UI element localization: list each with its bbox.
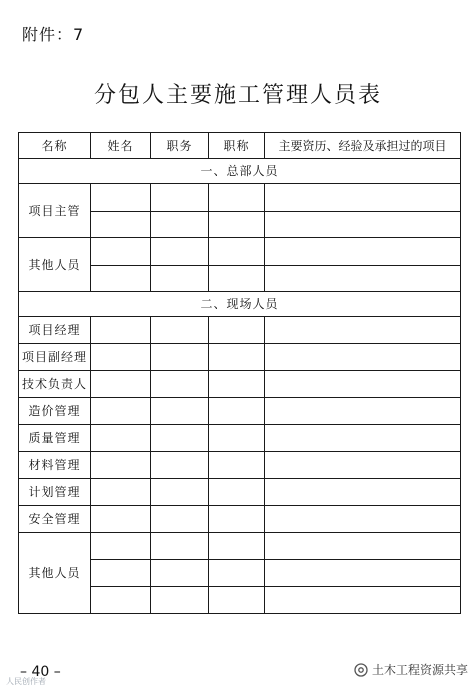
attachment-label: 附件：7: [22, 25, 85, 44]
table-header-row: [19, 133, 461, 159]
cell-position[interactable]: [151, 238, 209, 266]
row-label-technical-lead: 技术负责人: [19, 371, 91, 398]
cell-experience[interactable]: [265, 184, 461, 212]
cell-experience[interactable]: [265, 560, 461, 587]
table-row: [19, 533, 461, 560]
cell-position[interactable]: [151, 452, 209, 479]
cell-person-name[interactable]: [91, 560, 151, 587]
cell-title[interactable]: [209, 266, 265, 292]
table-row: [19, 506, 461, 533]
cell-experience[interactable]: [265, 344, 461, 371]
cell-experience[interactable]: [265, 587, 461, 614]
row-label-safety-management: 安全管理: [19, 506, 91, 533]
section-heading-site: 二、现场人员: [19, 292, 461, 317]
cell-position[interactable]: [151, 425, 209, 452]
cell-person-name[interactable]: [91, 317, 151, 344]
cell-position[interactable]: [151, 533, 209, 560]
cell-position[interactable]: [151, 344, 209, 371]
cell-person-name[interactable]: [91, 238, 151, 266]
cell-experience[interactable]: [265, 266, 461, 292]
personnel-table: [18, 132, 461, 614]
cell-position[interactable]: [151, 560, 209, 587]
cell-person-name[interactable]: [91, 398, 151, 425]
header-position: 职务: [151, 133, 209, 159]
cell-position[interactable]: [151, 317, 209, 344]
row-label-deputy-project-manager: 项目副经理: [19, 344, 91, 371]
cell-title[interactable]: [209, 212, 265, 238]
cell-person-name[interactable]: [91, 479, 151, 506]
cell-experience[interactable]: [265, 317, 461, 344]
cell-experience[interactable]: [265, 212, 461, 238]
table-row: [19, 184, 461, 212]
cell-experience[interactable]: [265, 371, 461, 398]
row-label-project-manager: 项目经理: [19, 317, 91, 344]
table-row: [19, 479, 461, 506]
row-label-quality-management: 质量管理: [19, 425, 91, 452]
cell-title[interactable]: [209, 560, 265, 587]
cell-title[interactable]: [209, 344, 265, 371]
page-title: 分包人主要施工管理人员表: [93, 83, 382, 108]
cell-title[interactable]: [209, 452, 265, 479]
cell-experience[interactable]: [265, 452, 461, 479]
table-row: [19, 425, 461, 452]
cell-person-name[interactable]: [91, 184, 151, 212]
cell-person-name[interactable]: [91, 587, 151, 614]
row-label-other-staff-hq: 其他人员: [19, 238, 91, 292]
cell-title[interactable]: [209, 398, 265, 425]
watermark-left: 人民创作者: [6, 677, 46, 686]
cell-person-name[interactable]: [91, 266, 151, 292]
cell-position[interactable]: [151, 398, 209, 425]
cell-person-name[interactable]: [91, 212, 151, 238]
cell-experience[interactable]: [265, 479, 461, 506]
header-name: 名称: [19, 133, 91, 159]
section-heading-headquarters: 一、总部人员: [19, 159, 461, 184]
watermark-right-text: 土木工程资源共享: [371, 663, 468, 677]
cell-position[interactable]: [151, 479, 209, 506]
cell-title[interactable]: [209, 506, 265, 533]
cell-position[interactable]: [151, 371, 209, 398]
cell-title[interactable]: [209, 425, 265, 452]
cell-position[interactable]: [151, 212, 209, 238]
table-row: [19, 238, 461, 266]
cell-person-name[interactable]: [91, 533, 151, 560]
row-label-materials-management: 材料管理: [19, 452, 91, 479]
cell-title[interactable]: [209, 317, 265, 344]
table-row: [19, 344, 461, 371]
cell-person-name[interactable]: [91, 506, 151, 533]
cell-experience[interactable]: [265, 533, 461, 560]
wechat-official-account-icon: [354, 663, 368, 677]
cell-person-name[interactable]: [91, 425, 151, 452]
cell-title[interactable]: [209, 587, 265, 614]
table-row: [19, 371, 461, 398]
cell-person-name[interactable]: [91, 371, 151, 398]
cell-person-name[interactable]: [91, 452, 151, 479]
cell-title[interactable]: [209, 184, 265, 212]
cell-experience[interactable]: [265, 238, 461, 266]
row-label-cost-management: 造价管理: [19, 398, 91, 425]
header-person-name: 姓名: [91, 133, 151, 159]
cell-experience[interactable]: [265, 506, 461, 533]
table-row: [19, 452, 461, 479]
header-title: 职称: [209, 133, 265, 159]
cell-title[interactable]: [209, 533, 265, 560]
cell-position[interactable]: [151, 266, 209, 292]
page-number: – 40 –: [20, 664, 61, 680]
watermark-right: [354, 661, 468, 678]
cell-position[interactable]: [151, 506, 209, 533]
header-experience: 主要资历、经验及承担过的项目: [265, 133, 461, 159]
cell-position[interactable]: [151, 587, 209, 614]
table-row: [19, 317, 461, 344]
cell-experience[interactable]: [265, 425, 461, 452]
row-label-project-supervisor: 项目主管: [19, 184, 91, 238]
cell-position[interactable]: [151, 184, 209, 212]
cell-person-name[interactable]: [91, 344, 151, 371]
cell-title[interactable]: [209, 479, 265, 506]
row-label-planning-management: 计划管理: [19, 479, 91, 506]
row-label-other-staff-site: 其他人员: [19, 533, 91, 614]
cell-title[interactable]: [209, 371, 265, 398]
cell-experience[interactable]: [265, 398, 461, 425]
table-row: [19, 398, 461, 425]
cell-title[interactable]: [209, 238, 265, 266]
